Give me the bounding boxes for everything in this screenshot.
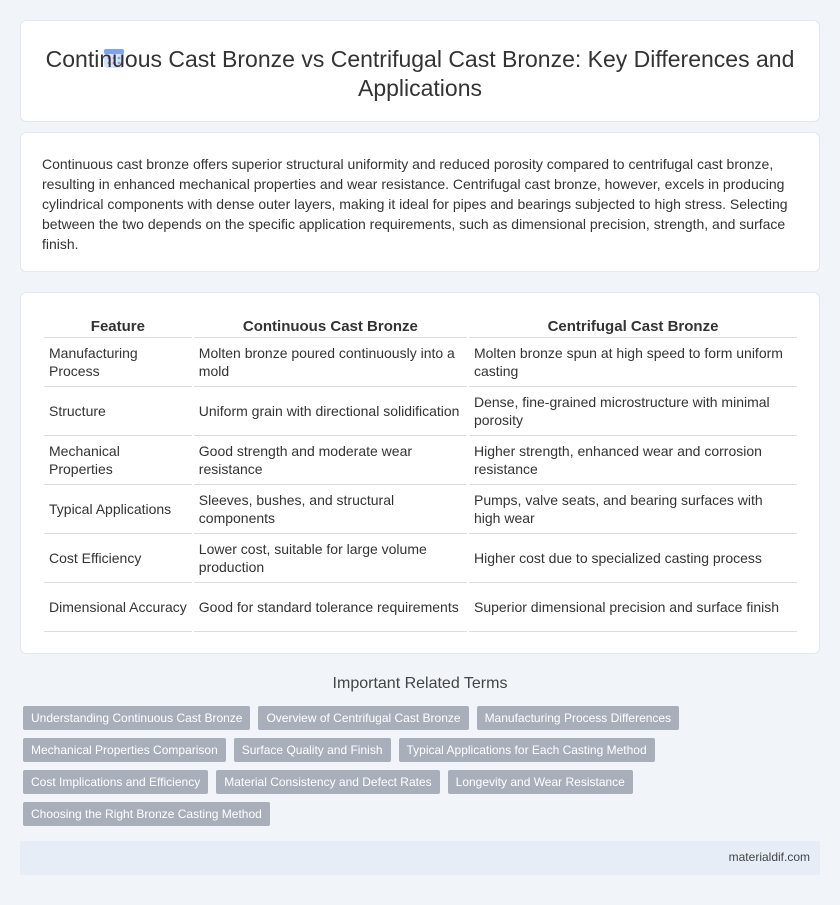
footer-bar xyxy=(20,841,820,875)
related-term-tag[interactable]: Surface Quality and Finish xyxy=(234,738,391,762)
feature-cell: Dimensional Accuracy xyxy=(44,583,192,632)
feature-cell: Cost Efficiency xyxy=(44,534,192,583)
comparison-table-card xyxy=(20,292,820,654)
related-term-tag[interactable]: Cost Implications and Efficiency xyxy=(23,770,208,794)
related-term-tag[interactable]: Manufacturing Process Differences xyxy=(477,706,680,730)
continuous-cell: Good strength and moderate wear resistance xyxy=(194,436,467,485)
continuous-cell: Lower cost, suitable for large volume production xyxy=(194,534,467,583)
continuous-cell: Good for standard tolerance requirements xyxy=(194,583,467,632)
related-term-tag[interactable]: Longevity and Wear Resistance xyxy=(448,770,633,794)
centrifugal-cell: Higher cost due to specialized casting process xyxy=(469,534,797,583)
table-row xyxy=(44,534,797,583)
intro-card xyxy=(20,132,820,272)
centrifugal-cell: Molten bronze spun at high speed to form uniform casting xyxy=(469,338,797,387)
table-row xyxy=(44,485,797,534)
continuous-cell: Uniform grain with directional solidification xyxy=(194,387,467,436)
related-term-tag[interactable]: Typical Applications for Each Casting Method xyxy=(399,738,655,762)
related-term-tag[interactable]: Choosing the Right Bronze Casting Method xyxy=(23,802,270,826)
tag-row xyxy=(23,738,823,762)
related-term-tag[interactable]: Understanding Continuous Cast Bronze xyxy=(23,706,250,730)
related-term-tag[interactable]: Material Consistency and Defect Rates xyxy=(216,770,439,794)
related-term-tag[interactable]: Mechanical Properties Comparison xyxy=(23,738,226,762)
related-term-tag[interactable]: Overview of Centrifugal Cast Bronze xyxy=(258,706,468,730)
feature-cell: Typical Applications xyxy=(44,485,192,534)
table-row xyxy=(44,583,797,632)
related-terms-heading: Important Related Terms xyxy=(332,675,508,692)
header-centrifugal: Centrifugal Cast Bronze xyxy=(469,316,797,338)
feature-cell: Manufacturing Process xyxy=(44,338,192,387)
header-continuous: Continuous Cast Bronze xyxy=(194,316,467,338)
feature-cell: Mechanical Properties xyxy=(44,436,192,485)
table-row xyxy=(44,338,797,387)
header-feature: Feature xyxy=(44,316,192,338)
centrifugal-cell: Higher strength, enhanced wear and corrosion resistance xyxy=(469,436,797,485)
centrifugal-cell: Dense, fine-grained microstructure with minimal porosity xyxy=(469,387,797,436)
footer-site-link[interactable]: materialdif.com xyxy=(728,850,810,864)
centrifugal-cell: Superior dimensional precision and surface finish xyxy=(469,583,797,632)
related-terms-list xyxy=(23,706,823,834)
table-header-row xyxy=(44,316,797,338)
tag-row xyxy=(23,770,823,794)
feature-cell: Structure xyxy=(44,387,192,436)
page-title: Continuous Cast Bronze vs Centrifugal Cast Bronze: Key Differences and Applications xyxy=(45,46,795,101)
comparison-table xyxy=(42,316,799,632)
tag-row xyxy=(23,706,823,730)
tag-row xyxy=(23,802,823,826)
table-row xyxy=(44,387,797,436)
continuous-cell: Molten bronze poured continuously into a mold xyxy=(194,338,467,387)
title-card xyxy=(20,20,820,122)
continuous-cell: Sleeves, bushes, and structural components xyxy=(194,485,467,534)
table-row xyxy=(44,436,797,485)
intro-paragraph: Continuous cast bronze offers superior structural uniformity and reduced porosity compared to centrifugal cast bronze, resulting in enhanced mechanical properties and wear resistance. Centrifugal cast bronze, however, excels in producing cylindrical components with dense outer layers, making it ideal for pipes and bearings subjected to high stress. Selecting between the two depends on the specific application requirements, such as dimensional precision, strength, and surface finish. xyxy=(42,156,788,252)
centrifugal-cell: Pumps, valve seats, and bearing surfaces with high wear xyxy=(469,485,797,534)
